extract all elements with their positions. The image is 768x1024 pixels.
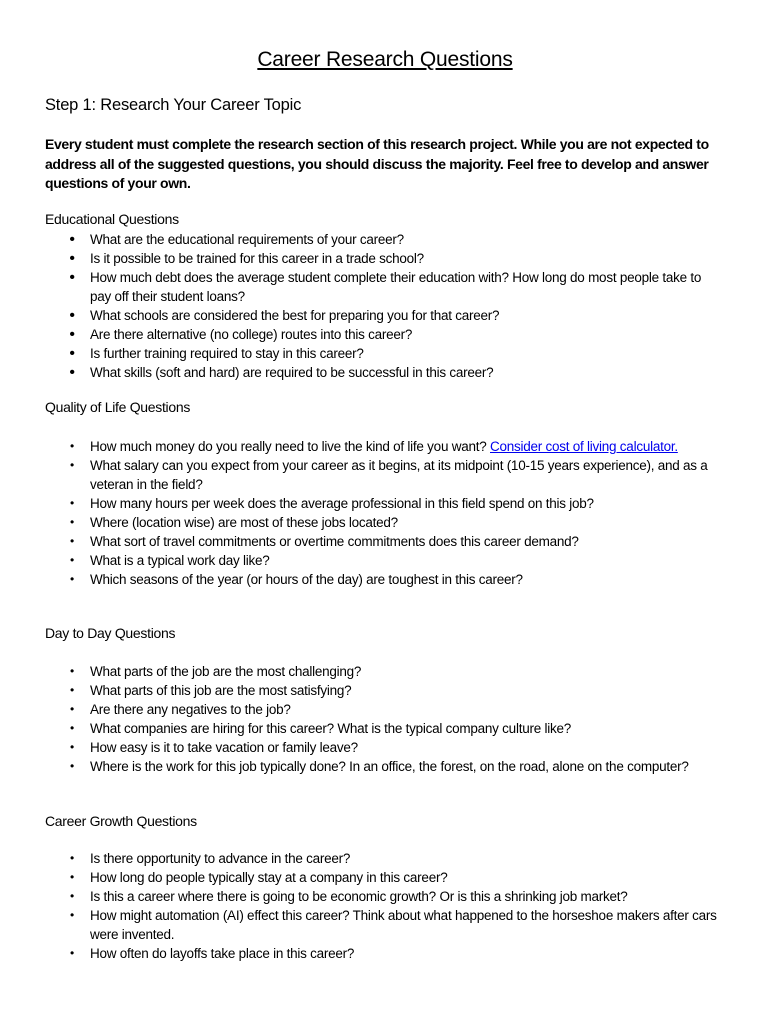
list-item: • Are there alternative (no college) routes into this career? [45, 325, 725, 344]
day-to-day-questions-list [45, 662, 725, 776]
bullet-icon: • [70, 946, 74, 960]
bullet-icon: • [70, 740, 74, 754]
list-item: • What sort of travel commitments or overtime commitments does this career demand? [45, 532, 725, 551]
list-item: • What parts of this job are the most satisfying? [45, 681, 725, 700]
list-item: • How long do people typically stay at a company in this career? [45, 868, 725, 887]
list-item: • Is further training required to stay in this career? [45, 344, 725, 363]
quality-of-life-questions-list [45, 437, 725, 589]
educational-questions-heading: Educational Questions [45, 211, 179, 227]
bullet-icon: • [70, 439, 74, 453]
list-item: • Which seasons of the year (or hours of the day) are toughest in this career? [45, 570, 725, 589]
bullet-icon: • [70, 759, 74, 773]
day-to-day-questions-heading: Day to Day Questions [45, 625, 176, 641]
list-item: • What are the educational requirements of your career? [45, 230, 725, 249]
list-item: • What is a typical work day like? [45, 551, 725, 570]
bullet-icon: • [69, 326, 75, 343]
bullet-icon: • [69, 307, 75, 324]
bullet-icon: • [70, 870, 74, 884]
bullet-icon: • [70, 908, 74, 922]
career-growth-questions-list [45, 849, 725, 963]
list-item: • How much money do you really need to live the kind of life you want? Consider cost of living calculator. [45, 437, 725, 456]
list-item: • Is this a career where there is going to be economic growth? Or is this a shrinking job market? [45, 887, 725, 906]
bullet-icon: • [70, 851, 74, 865]
cost-of-living-calculator-link[interactable]: Consider cost of living calculator. [490, 439, 678, 454]
bullet-icon: • [70, 664, 74, 678]
intro-paragraph: Every student must complete the research section of this research project. While you are not expected to address all of the suggested questions, you should discuss the majority. Feel free to develop and answer questions of your own. [45, 136, 709, 191]
list-item: • What schools are considered the best for preparing you for that career? [45, 306, 725, 325]
list-item: • Where (location wise) are most of these jobs located? [45, 513, 725, 532]
list-item: • What parts of the job are the most challenging? [45, 662, 725, 681]
bullet-icon: • [69, 250, 75, 267]
educational-questions-list [45, 230, 725, 382]
bullet-icon: • [70, 683, 74, 697]
list-item: • How often do layoffs take place in this career? [45, 944, 725, 963]
list-item: • How many hours per week does the average professional in this field spend on this job? [45, 494, 725, 513]
bullet-icon: • [70, 534, 74, 548]
page-title: Career Research Questions [257, 48, 513, 71]
bullet-icon: • [69, 364, 75, 381]
bullet-icon: • [70, 496, 74, 510]
bullet-icon: • [70, 458, 74, 472]
list-item: • What salary can you expect from your career as it begins, at its midpoint (10-15 years experience), and as a veteran in the field? [45, 456, 725, 494]
bullet-icon: • [70, 515, 74, 529]
list-item: • Where is the work for this job typically done? In an office, the forest, on the road, alone on the computer? [45, 757, 725, 776]
bullet-icon: • [70, 889, 74, 903]
bullet-icon: • [70, 702, 74, 716]
bullet-icon: • [70, 572, 74, 586]
list-item: • How easy is it to take vacation or family leave? [45, 738, 725, 757]
bullet-icon: • [69, 345, 75, 362]
bullet-icon: • [69, 231, 75, 248]
career-growth-questions-heading: Career Growth Questions [45, 813, 197, 829]
bullet-icon: • [70, 721, 74, 735]
bullet-icon: • [70, 553, 74, 567]
list-item: • What skills (soft and hard) are required to be successful in this career? [45, 363, 725, 382]
quality-of-life-questions-heading: Quality of Life Questions [45, 399, 191, 415]
list-item: • How much debt does the average student complete their education with? How long do most people take to pay off their student loans? [45, 268, 725, 306]
list-item: • Are there any negatives to the job? [45, 700, 725, 719]
bullet-icon: • [69, 269, 75, 286]
list-item: • Is it possible to be trained for this career in a trade school? [45, 249, 725, 268]
list-item: • Is there opportunity to advance in the career? [45, 849, 725, 868]
list-item: • What companies are hiring for this career? What is the typical company culture like? [45, 719, 725, 738]
list-item: • How might automation (AI) effect this career? Think about what happened to the horseshoe makers after cars were invented. [45, 906, 725, 944]
step-title: Step 1: Research Your Career Topic [45, 96, 302, 114]
